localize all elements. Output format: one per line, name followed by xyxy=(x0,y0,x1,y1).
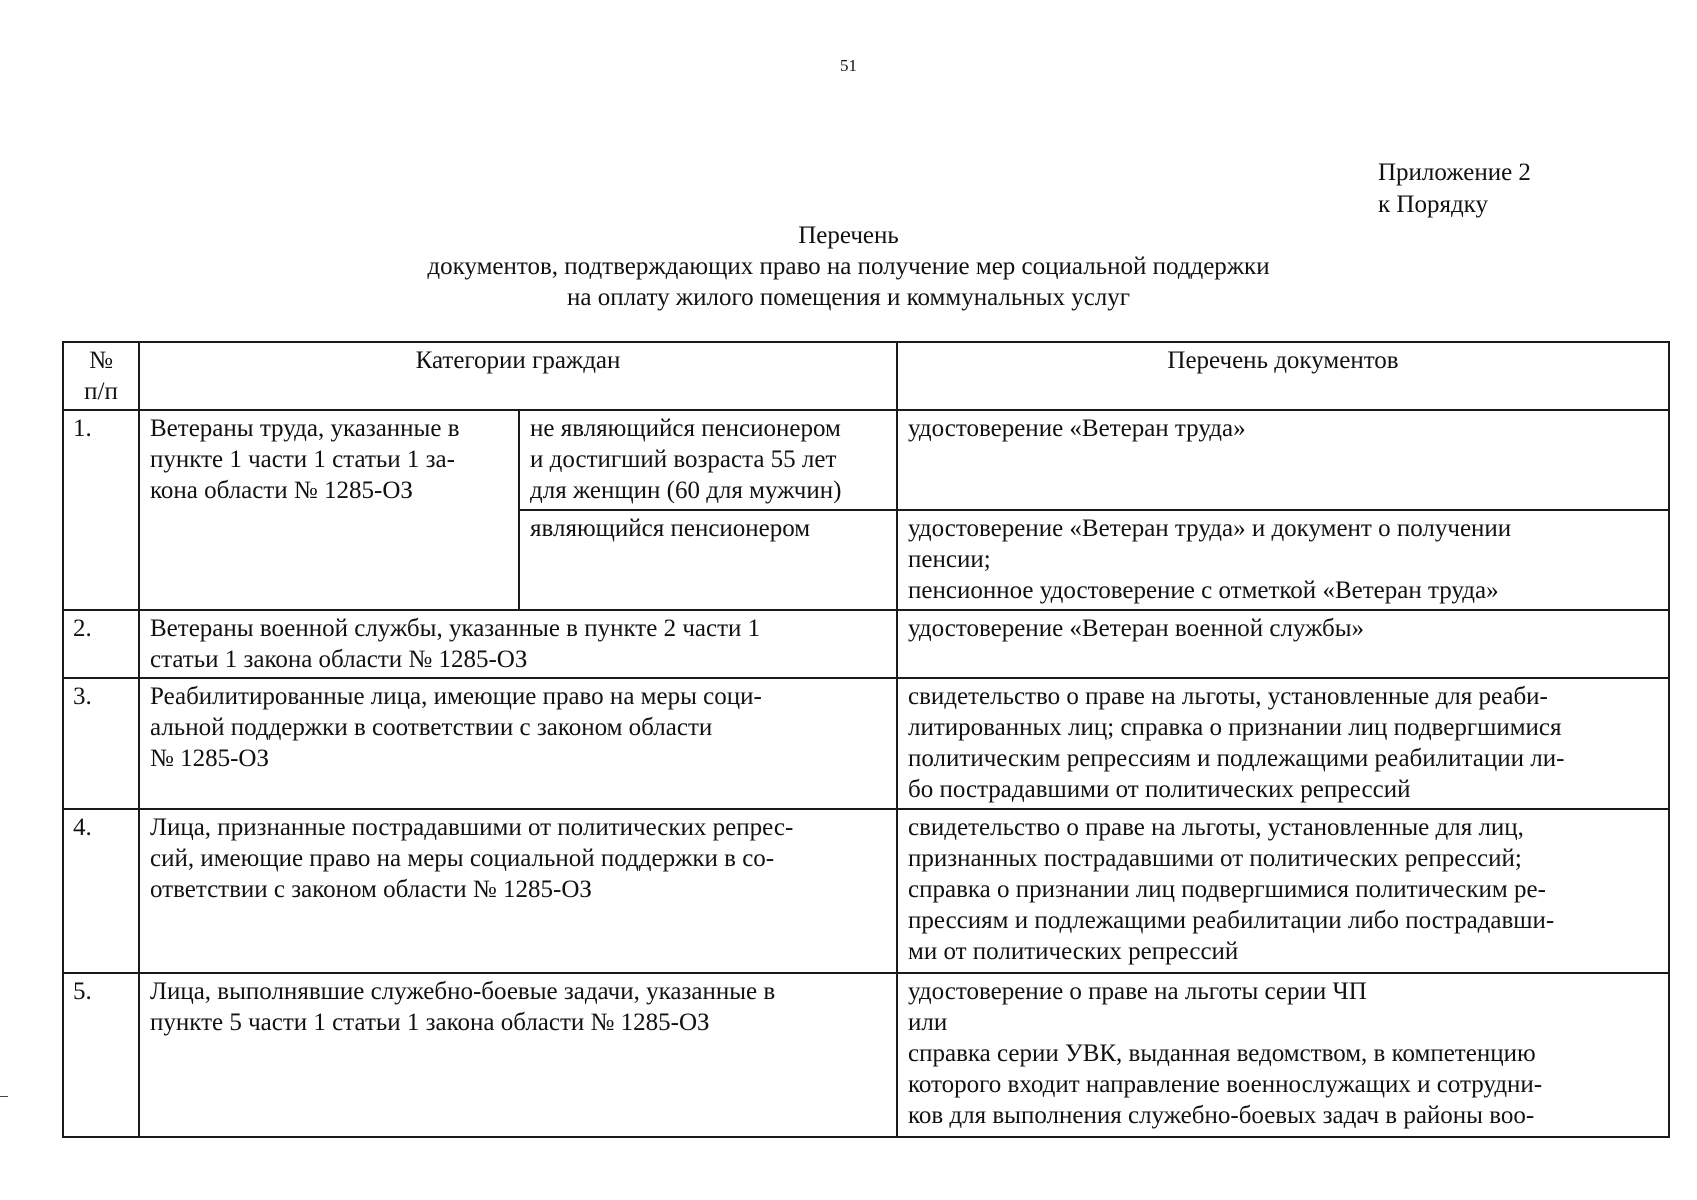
document-title xyxy=(0,220,1697,313)
row-category xyxy=(139,973,897,1137)
row-number: 3. xyxy=(63,678,139,809)
row-documents xyxy=(897,410,1669,510)
table-header-row xyxy=(63,342,1669,410)
page-number: 51 xyxy=(840,56,857,75)
text-line: ми от политических репрессий xyxy=(908,938,1239,965)
text-line: и достигший возраста 55 лет xyxy=(530,446,837,473)
text-line: пункте 1 части 1 статьи 1 за- xyxy=(150,446,455,473)
text-line: свидетельство о праве на льготы, установленные для реаби- xyxy=(908,683,1548,710)
row-documents xyxy=(897,809,1669,973)
text-line: ответствии с законом области № 1285-ОЗ xyxy=(150,876,592,903)
row-number: 1. xyxy=(63,410,139,610)
header-num-line: п/п xyxy=(84,378,118,405)
text-line: пенсионное удостоверение с отметкой «Ветеран труда» xyxy=(908,577,1499,604)
text-line: прессиям и подлежащими реабилитации либо пострадавши- xyxy=(908,907,1555,934)
title-line-1: Перечень xyxy=(798,222,899,249)
documents-table xyxy=(62,341,1670,1138)
text-line: удостоверение о праве на льготы серии ЧП xyxy=(908,978,1367,1005)
text-line: литированных лиц; справка о признании лиц подвергшимися xyxy=(908,714,1562,741)
text-line: статьи 1 закона области № 1285-ОЗ xyxy=(150,646,528,673)
table-row xyxy=(63,610,1669,678)
row-documents xyxy=(897,973,1669,1137)
text-line: Ветераны труда, указанные в xyxy=(150,415,460,442)
text-line: удостоверение «Ветеран труда» и документ о получении xyxy=(908,515,1512,542)
text-line: Реабилитированные лица, имеющие право на меры соци- xyxy=(150,683,762,710)
text-line: № 1285-ОЗ xyxy=(150,745,270,772)
header-num xyxy=(63,342,139,410)
table-row xyxy=(63,410,1669,510)
text-line: политическим репрессиям и подлежащими реабилитации ли- xyxy=(908,745,1565,772)
text-line: признанных пострадавшими от политических репрессий; xyxy=(908,845,1522,872)
text-line: которого входит направление военнослужащих и сотрудни- xyxy=(908,1071,1543,1098)
row-category xyxy=(139,678,897,809)
text-line: Лица, выполнявшие служебно-боевые задачи, указанные в xyxy=(150,978,776,1005)
row-subcategory xyxy=(519,510,897,610)
text-line: или xyxy=(908,1009,948,1036)
text-line: справка серии УВК, выданная ведомством, в компетенцию xyxy=(908,1040,1536,1067)
appendix-line-1: Приложение 2 xyxy=(1378,159,1531,186)
row-documents xyxy=(897,510,1669,610)
margin-mark xyxy=(0,1096,8,1097)
header-category: Категории граждан xyxy=(139,342,897,410)
table-row xyxy=(63,973,1669,1137)
row-category xyxy=(139,809,897,973)
row-number: 2. xyxy=(63,610,139,678)
appendix-reference xyxy=(1378,157,1531,221)
text-line: удостоверение «Ветеран труда» xyxy=(908,415,1246,442)
text-line: бо пострадавшими от политических репрессий xyxy=(908,776,1411,803)
text-line: сий, имеющие право на меры социальной поддержки в со- xyxy=(150,845,775,872)
row-number: 5. xyxy=(63,973,139,1137)
row-documents xyxy=(897,678,1669,809)
row-category xyxy=(139,410,519,610)
text-line: Ветераны военной службы, указанные в пункте 2 части 1 xyxy=(150,615,761,642)
text-line: ков для выполнения служебно-боевых задач в районы воо- xyxy=(908,1102,1535,1129)
text-line: свидетельство о праве на льготы, установленные для лиц, xyxy=(908,814,1524,841)
text-line: пенсии; xyxy=(908,546,991,573)
text-line: кона области № 1285-ОЗ xyxy=(150,477,413,504)
row-documents xyxy=(897,610,1669,678)
row-subcategory xyxy=(519,410,897,510)
title-line-3: на оплату жилого помещения и коммунальных услуг xyxy=(566,284,1131,311)
text-line: справка о признании лиц подвергшимися политическим ре- xyxy=(908,876,1546,903)
text-line: Лица, признанные пострадавшими от политических репрес- xyxy=(150,814,794,841)
text-line: для женщин (60 для мужчин) xyxy=(530,477,842,504)
text-line: не являющийся пенсионером xyxy=(530,415,841,442)
text-line: удостоверение «Ветеран военной службы» xyxy=(908,615,1365,642)
header-num-line: № xyxy=(89,347,113,374)
text-line: альной поддержки в соответствии с законом области xyxy=(150,714,713,741)
title-line-2: документов, подтверждающих право на получение мер социальной поддержки xyxy=(427,253,1270,280)
header-documents: Перечень документов xyxy=(897,342,1669,410)
appendix-line-2: к Порядку xyxy=(1378,191,1488,218)
table-row xyxy=(63,678,1669,809)
row-category xyxy=(139,610,897,678)
row-number: 4. xyxy=(63,809,139,973)
text-line: пункте 5 части 1 статьи 1 закона области № 1285-ОЗ xyxy=(150,1009,710,1036)
table-row xyxy=(63,809,1669,973)
text-line: являющийся пенсионером xyxy=(530,515,811,542)
